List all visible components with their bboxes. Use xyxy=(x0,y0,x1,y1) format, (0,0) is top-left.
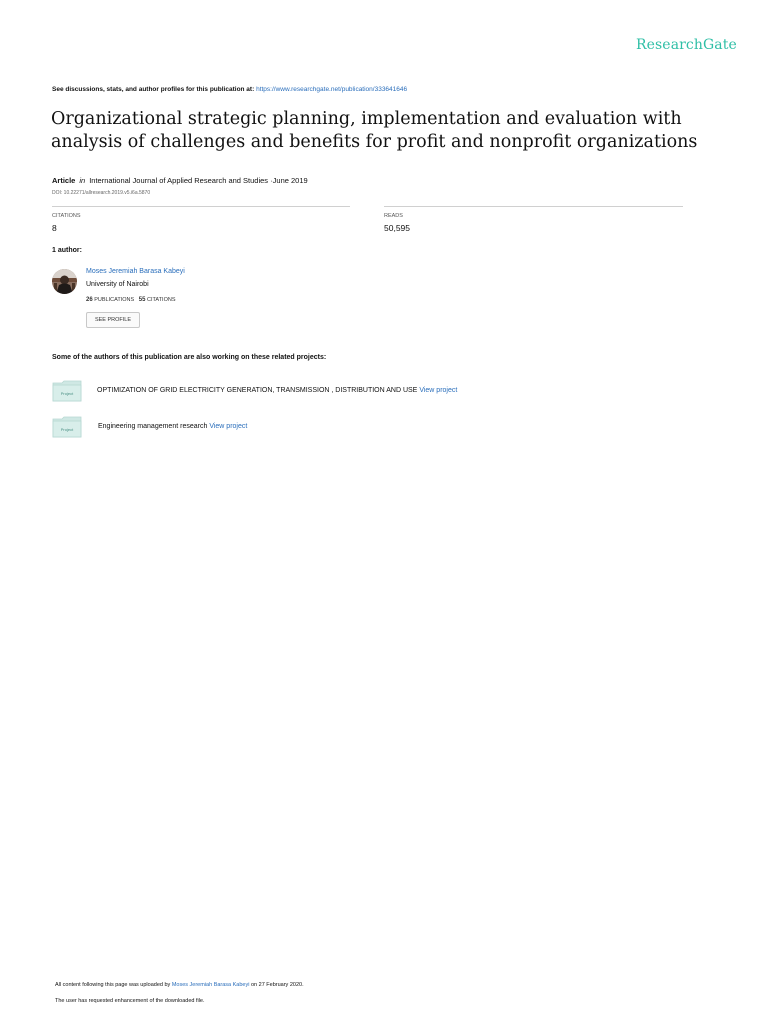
project-item xyxy=(97,387,457,394)
author-name-link[interactable]: Moses Jeremiah Barasa Kabeyi xyxy=(86,268,185,275)
project-item xyxy=(98,423,247,430)
discussion-line xyxy=(52,86,407,93)
see-profile-button[interactable]: SEE PROFILE xyxy=(86,312,140,328)
enhancement-note: The user has requested enhancement of the downloaded file. xyxy=(55,998,205,1004)
reads-label: READS xyxy=(384,213,403,219)
citations-value: 8 xyxy=(52,223,57,233)
uploader-link[interactable]: Moses Jeremiah Barasa Kabeyi xyxy=(171,982,250,988)
project-title: OPTIMIZATION OF GRID ELECTRICITY GENERATION, TRANSMISSION , DISTRIBUTION AND USE xyxy=(97,387,418,394)
author-citations-count: 55 xyxy=(138,297,146,303)
view-project-link[interactable]: View project xyxy=(209,423,248,430)
author-avatar[interactable] xyxy=(52,269,77,294)
author-publications-label: PUBLICATIONS xyxy=(94,297,135,303)
citations-divider xyxy=(52,206,350,207)
in-label: in xyxy=(79,176,86,185)
publication-doi[interactable]: DOI: 10.22271/allresearch.2019.v5.i6a.5870 xyxy=(52,190,151,196)
publication-url-link[interactable]: https://www.researchgate.net/publication/333641646 xyxy=(256,86,408,93)
publication-date: June 2019 xyxy=(272,176,308,185)
reads-value: 50,595 xyxy=(384,223,410,233)
citations-label: CITATIONS xyxy=(52,213,81,219)
upload-prefix: All content following this page was uploaded by xyxy=(55,982,171,988)
upload-suffix: on 27 February 2020. xyxy=(251,982,304,988)
publication-type: Article xyxy=(52,176,76,185)
project-folder-icon xyxy=(52,416,82,438)
author-institution: University of Nairobi xyxy=(86,281,149,288)
project-folder-icon xyxy=(52,380,82,402)
view-project-link[interactable]: View project xyxy=(419,387,458,394)
authors-heading: 1 author: xyxy=(52,247,82,254)
project-title: Engineering management research xyxy=(98,423,208,430)
publication-meta xyxy=(52,176,308,185)
project-icon-label: Project xyxy=(60,391,74,396)
author-photo-icon xyxy=(52,269,77,294)
related-projects-heading: Some of the authors of this publication are also working on these related projects: xyxy=(52,354,327,361)
upload-note xyxy=(55,982,304,988)
reads-divider xyxy=(384,206,683,207)
discussion-text: See discussions, stats, and author profiles for this publication at: xyxy=(52,86,255,93)
researchgate-logo[interactable]: ResearchGate xyxy=(636,37,737,53)
author-citations-label: CITATIONS xyxy=(146,297,176,303)
journal-name[interactable]: International Journal of Applied Research and Studies xyxy=(89,176,269,185)
publication-title: Organizational strategic planning, implementation and evaluation with analysis of challenges and benefits for profit and nonprofit organizations xyxy=(51,109,698,152)
author-stats xyxy=(86,297,176,303)
date-separator: · xyxy=(270,176,273,185)
project-icon-label: Project xyxy=(60,427,74,432)
author-publications-count: 26 xyxy=(86,297,93,303)
